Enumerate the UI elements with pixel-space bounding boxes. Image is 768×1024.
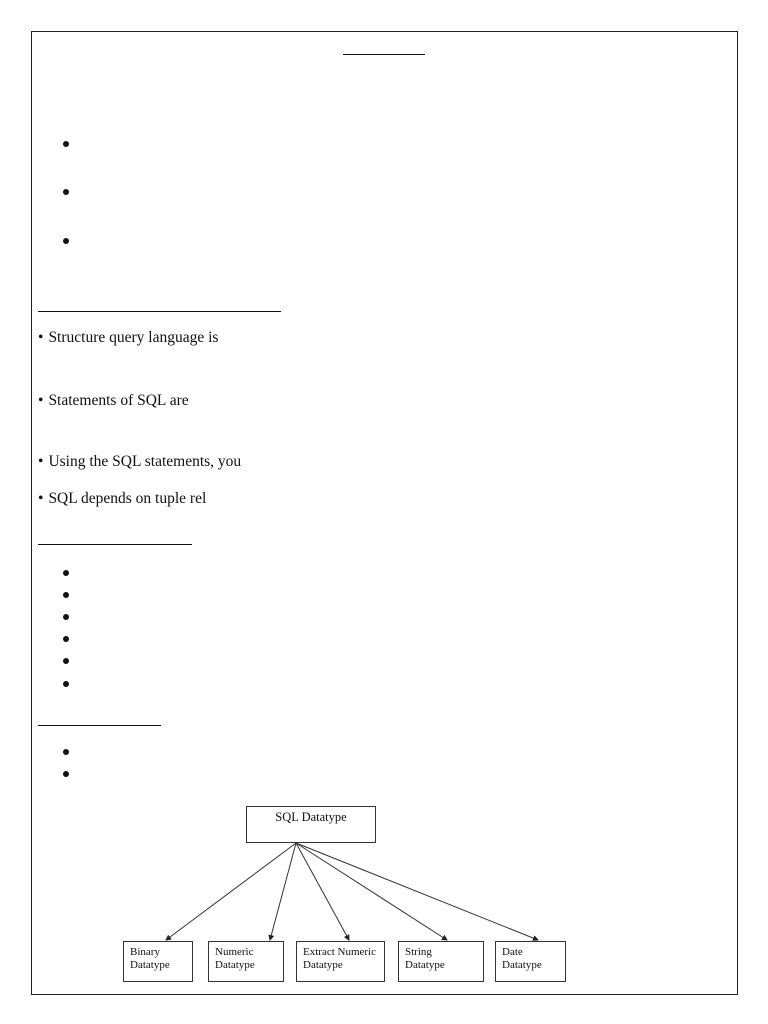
- diagram-node-extract-numeric: Extract Numeric Datatype: [296, 941, 385, 982]
- connector-extract-numeric: [296, 843, 349, 940]
- connector-numeric: [270, 843, 296, 940]
- intro-line: • Using the SQL statements, you: [38, 453, 242, 470]
- diagram-root-node: SQL Datatype: [246, 806, 376, 843]
- diagram-node-date: Date Datatype: [495, 941, 566, 982]
- intro-line: • SQL depends on tuple rel: [38, 490, 207, 507]
- connector-binary: [166, 843, 296, 940]
- diagram-node-numeric: Numeric Datatype: [208, 941, 284, 982]
- intro-line: • Statements of SQL are: [38, 392, 189, 409]
- diagram-node-binary: Binary Datatype: [123, 941, 193, 982]
- connector-date: [296, 843, 538, 940]
- intro-line: • Structure query language is: [38, 329, 219, 346]
- connector-string: [296, 843, 447, 940]
- diagram-node-string: String Datatype: [398, 941, 484, 982]
